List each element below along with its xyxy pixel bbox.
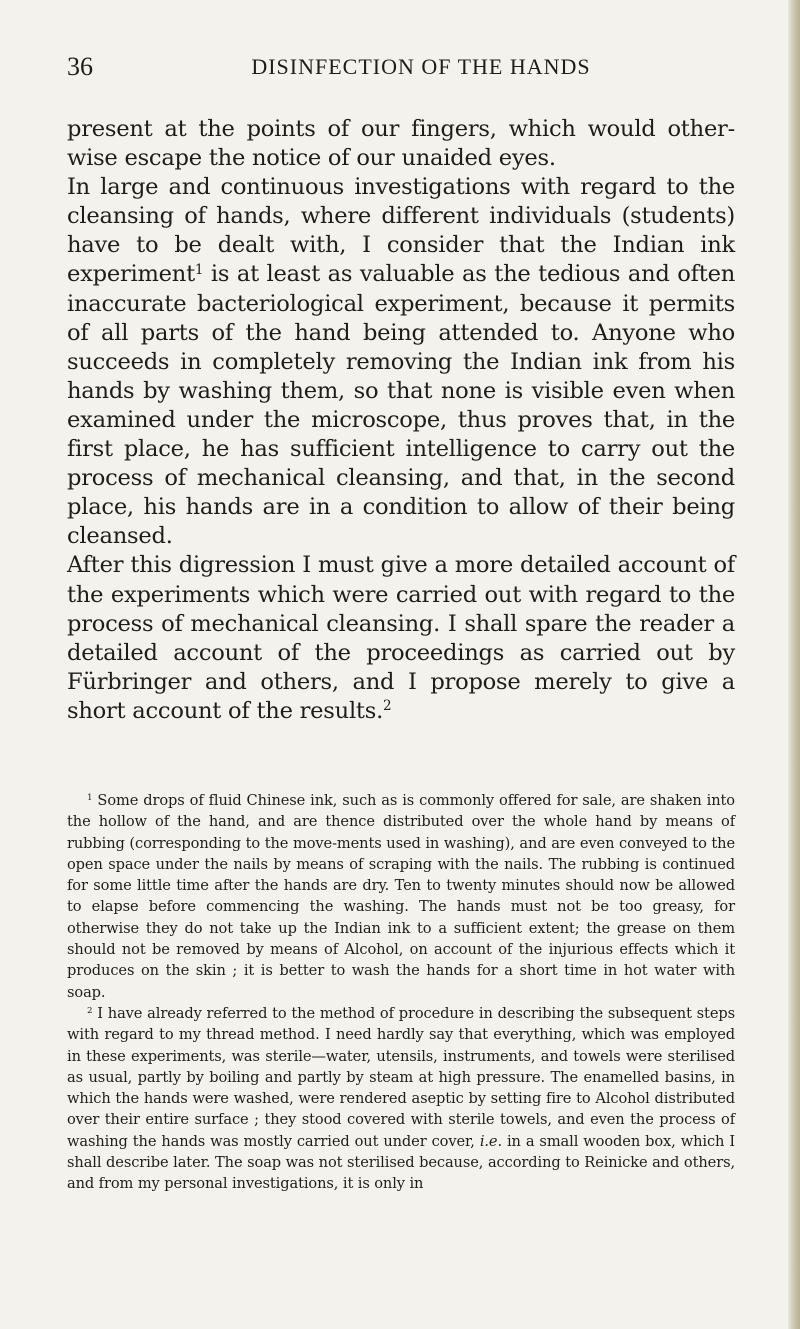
page-number: 36 [67,52,93,81]
paragraph-indian-ink [67,173,735,551]
footnote-2 [67,1003,735,1195]
paragraph-text: After this digression I must give a more detailed account of the experiments which were carried out with regard to the process of mechanical cleansing. I shall spare the reader a detailed account of the proceedings as carried out by Fürbringer and others, and I propose merely to give a short account of the results. [67,552,735,724]
footnote-text: in a small wooden box, which I shall describe later. The soap was not sterilised because, according to Reinicke and others, and from my personal investigations, it is only in [67,1132,735,1193]
paragraph-text: present at the points of our fingers, which would other-wise escape the notice of our unaided eyes. [67,116,735,172]
paragraph-text: is at least as valuable as the tedious and often inaccurate bacteriological experiment, because it permits of all parts of the hand being attended to. Anyone who succeeds in completely removing the Indian ink from his hands by washing them, so that none is visible even when examined under the microscope, thus proves that, in the first place, he has sufficient intelligence to carry out the process of mechanical cleansing, and that, in the second place, his hands are in a condition to allow of their being cleansed. [67,261,735,550]
running-title: DISINFECTION OF THE HANDS [251,54,591,79]
paragraph-digression [67,551,735,726]
paragraph-text: In large and continuous investigations with regard to the cleansing of hands, where different individuals (students) have to be dealt with, I consider that the Indian ink experiment [67,174,735,288]
page-header [67,47,735,87]
footnote-reference-1: 1 [194,262,204,279]
footnote-text: Some drops of fluid Chinese ink, such as is commonly offered for sale, are shaken into the hollow of the hand, and are thence distributed over the whole hand by means of rubbing (corresponding to the move-ments used in washing), and are even conveyed to the open space under the nails by means of scraping with the nails. The rubbing is continued for some little time after the hands are dry. Ten to twenty minutes should now be allowed to elapse before commencing the washing. The hands must not be too greasy, for otherwise they do not take up the Indian ink to a sufficient extent; the grease on them should not be removed by means of Alcohol, on account of the injurious effects which it produces on the skin ; it is better to wash the hands for a short time in hot water with soap. [67,792,735,1001]
page-edge-shadow [788,0,800,1329]
footnote-marker-2: 2 [87,1006,93,1017]
footnote-marker-1: 1 [87,793,93,804]
footnote-text: I have already referred to the method of procedure in describing the subsequent steps with regard to my thread method. I need hardly say that everything, which was employed in these experiments, was sterile—water, utensils, instruments, and towels were sterilised as usual, partly by boiling and partly by steam at high pressure. The enamelled basins, in which the hands were washed, were rendered aseptic by setting fire to Alcohol distributed over their entire surface ; they stood covered with sterile towels, and even the process of washing the hands was mostly carried out under cover, [67,1004,735,1150]
footnote-1 [67,790,735,1003]
paragraph-continuation [67,115,735,173]
footnote-abbreviation: i.e. [479,1132,502,1150]
footnote-reference-2: 2 [383,698,392,715]
footnotes [67,790,735,1195]
main-text [67,115,735,726]
